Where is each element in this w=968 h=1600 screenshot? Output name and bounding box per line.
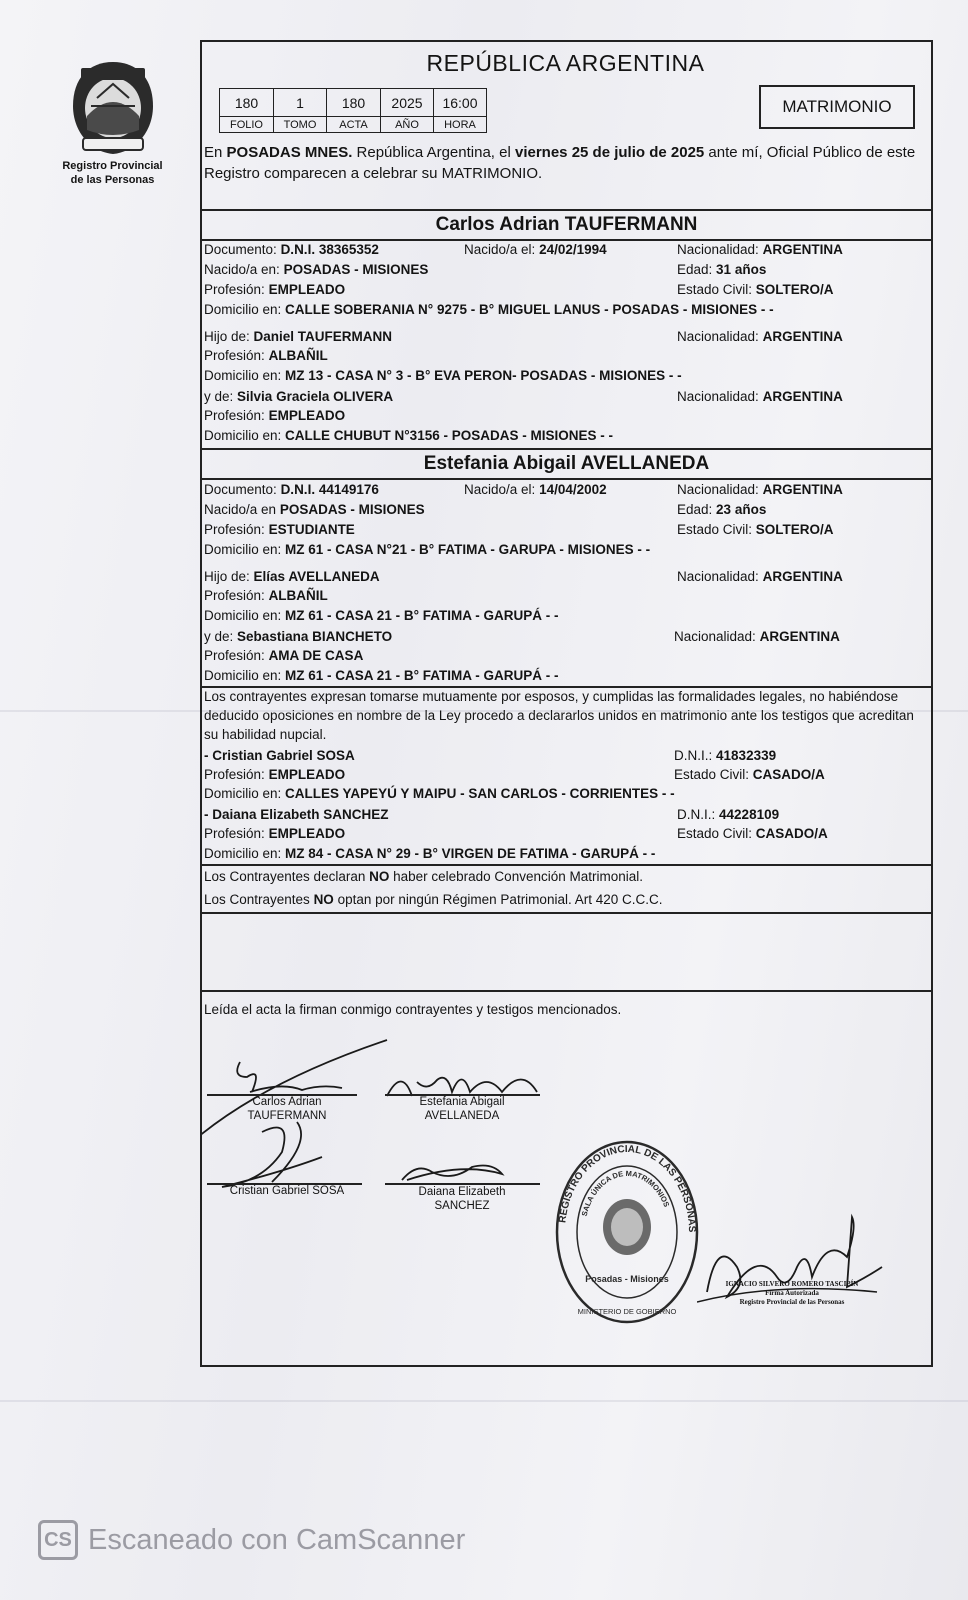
spouse2-father-profession: Profesión: ALBAÑIL xyxy=(204,588,328,603)
witness1-dni: D.N.I.: 41832339 xyxy=(674,748,777,763)
official-name: IGNACIO SILVERO ROMERO TASCIPÍN xyxy=(725,1280,859,1288)
signature-name-4: Daiana Elizabeth SANCHEZ xyxy=(418,1186,506,1212)
witness1-name: - Cristian Gabriel SOSA xyxy=(204,748,355,763)
spouse1-birthplace: Nacido/a en: POSADAS - MISIONES xyxy=(204,262,429,277)
closing-statement: Leída el acta la firman conmigo contrayentes y testigos mencionados. xyxy=(204,1002,622,1017)
registry-logo xyxy=(55,58,170,186)
spouse2-mother-profession: Profesión: AMA DE CASA xyxy=(204,648,364,663)
signature-name-3: Cristian Gabriel SOSA xyxy=(229,1185,345,1197)
spouse2-nationality: Nacionalidad: ARGENTINA xyxy=(677,482,843,497)
witness2-civil-status: Estado Civil: CASADO/A xyxy=(677,826,828,841)
intro-date: viernes 25 de julio de 2025 xyxy=(514,144,705,161)
official-office: Registro Provincial de las Personas xyxy=(739,1298,845,1306)
signature-name-2: Estefania Abigail AVELLANEDA xyxy=(419,1096,505,1122)
witness2-address: Domicilio en: MZ 84 - CASA N° 29 - B° VIRGEN DE FATIMA - GARUPÁ - - xyxy=(204,846,656,861)
logo-caption-1: Registro Provincial xyxy=(62,160,163,172)
witness1-address: Domicilio en: CALLES YAPEYÚ Y MAIPU - SAN CARLOS - CORRIENTES - - xyxy=(204,786,675,801)
camscanner-icon: CS xyxy=(38,1520,78,1560)
spouse2-mother-nationality: Nacionalidad: ARGENTINA xyxy=(674,629,840,644)
spouse1-father: Hijo de: Daniel TAUFERMANN xyxy=(204,329,393,344)
spouse1-profession: Profesión: EMPLEADO xyxy=(204,282,346,297)
spouse2-father: Hijo de: Elías AVELLANEDA xyxy=(204,569,380,584)
tomo-value: 1 xyxy=(274,89,327,117)
spouse2-mother: y de: Sebastiana BIANCHETO xyxy=(204,629,393,644)
witness2-profession: Profesión: EMPLEADO xyxy=(204,826,346,841)
witness1-profession: Profesión: EMPLEADO xyxy=(204,767,346,782)
hour-label: HORA xyxy=(434,117,487,133)
scanner-watermark xyxy=(38,1520,465,1560)
spouse2-name: Estefania Abigail AVELLANEDA xyxy=(423,453,710,474)
divider xyxy=(202,912,931,914)
official-role: Firma Autorizada xyxy=(765,1289,819,1297)
spouse1-mother-address: Domicilio en: CALLE CHUBUT N°3156 - POSADAS - MISIONES - - xyxy=(204,428,613,443)
declaration-text: Los contrayentes expresan tomarse mutuamente por esposos, y cumplidas las formalidades legales, no habiéndose deducido oposiciones en nombre de la Ley procedo a declararlos unidos en matrimonio ante los testigos que acreditan su habilidad nupcial. xyxy=(204,689,914,742)
intro-paragraph: En POSADAS MNES. República Argentina, el viernes 25 de julio de 2025 ante mí, Oficial Público de este Registro comparecen a celebrar su MATRIMONIO. xyxy=(204,144,916,182)
document-title: REPÚBLICA ARGENTINA xyxy=(426,50,705,76)
spouse2-document: Documento: D.N.I. 44149176 xyxy=(204,482,379,497)
witness2-name: - Daiana Elizabeth SANCHEZ xyxy=(204,807,389,822)
logo-caption-2: de las Personas xyxy=(70,174,155,186)
spouse2-mother-address: Domicilio en: MZ 61 - CASA 21 - B° FATIMA - GARUPÁ - - xyxy=(204,668,559,683)
spouse1-mother: y de: Silvia Graciela OLIVERA xyxy=(204,389,394,404)
acta-value: 180 xyxy=(327,89,381,117)
spouse1-name: Carlos Adrian TAUFERMANN xyxy=(435,214,698,235)
svg-text:MINISTERIO DE GOBIERNO: MINISTERIO DE GOBIERNO xyxy=(577,1307,677,1316)
spouse1-nationality: Nacionalidad: ARGENTINA xyxy=(677,242,843,257)
divider xyxy=(202,448,931,450)
spouse1-father-profession: Profesión: ALBAÑIL xyxy=(204,348,328,363)
registry-table xyxy=(219,88,487,133)
divider xyxy=(202,990,931,992)
spouse2-profession: Profesión: ESTUDIANTE xyxy=(204,522,355,537)
signature-sanchez xyxy=(402,1166,502,1180)
acta-label: ACTA xyxy=(327,117,381,133)
folio-value: 180 xyxy=(220,89,274,117)
divider xyxy=(202,239,931,241)
spouse1-document: Documento: D.N.I. 38365352 xyxy=(204,242,379,257)
svg-text:SALA ÚNICA DE MATRIMONIOS: SALA ÚNICA DE MATRIMONIOS xyxy=(579,1168,672,1218)
spouse1-father-nationality: Nacionalidad: ARGENTINA xyxy=(677,329,843,344)
divider xyxy=(202,864,931,866)
signature-taufermann xyxy=(202,1040,387,1142)
divider xyxy=(202,209,931,211)
scanner-text: Escaneado con CamScanner xyxy=(88,1523,466,1556)
spouse2-birthplace: Nacido/a en POSADAS - MISIONES xyxy=(204,502,425,517)
marriage-certificate xyxy=(200,40,933,1367)
divider xyxy=(202,478,931,480)
convention-statement: Los Contrayentes declaran NO haber celebrado Convención Matrimonial. xyxy=(204,869,643,884)
intro-place: POSADAS MNES. xyxy=(226,144,353,161)
tomo-label: TOMO xyxy=(274,117,327,133)
spouse1-civil-status: Estado Civil: SOLTERO/A xyxy=(677,282,834,297)
spouse2-father-address: Domicilio en: MZ 61 - CASA 21 - B° FATIMA - GARUPÁ - - xyxy=(204,608,559,623)
folio-label: FOLIO xyxy=(220,117,274,133)
hour-value: 16:00 xyxy=(434,89,487,117)
regime-statement: Los Contrayentes NO optan por ningún Régimen Patrimonial. Art 420 C.C.C. xyxy=(204,892,663,907)
spouse1-mother-profession: Profesión: EMPLEADO xyxy=(204,408,346,423)
official-stamp-icon xyxy=(552,1132,702,1332)
act-type-box: MATRIMONIO xyxy=(759,85,915,129)
svg-text:Posadas - Misiones: Posadas - Misiones xyxy=(585,1274,669,1284)
spouse2-father-nationality: Nacionalidad: ARGENTINA xyxy=(677,569,843,584)
spouse2-civil-status: Estado Civil: SOLTERO/A xyxy=(677,522,834,537)
spouse1-father-address: Domicilio en: MZ 13 - CASA N° 3 - B° EVA PERON- POSADAS - MISIONES - - xyxy=(204,368,682,383)
spouse1-birthdate: Nacido/a el: 24/02/1994 xyxy=(464,242,607,257)
svg-text:REGISTRO PROVINCIAL DE LAS PER: REGISTRO PROVINCIAL DE LAS PERSONAS xyxy=(557,1143,698,1233)
spouse2-birthdate: Nacido/a el: 14/04/2002 xyxy=(464,482,607,497)
official-signature-block xyxy=(712,1280,872,1307)
witness2-dni: D.N.I.: 44228109 xyxy=(677,807,780,822)
spouse1-address: Domicilio en: CALLE SOBERANIA N° 9275 - B° MIGUEL LANUS - POSADAS - MISIONES - - xyxy=(204,302,774,317)
spouse2-age: Edad: 23 años xyxy=(677,502,767,517)
signature-sosa xyxy=(222,1122,322,1187)
province-emblem-icon xyxy=(67,58,159,158)
spouse1-age: Edad: 31 años xyxy=(677,262,767,277)
spouse2-address: Domicilio en: MZ 61 - CASA N°21 - B° FATIMA - GARUPA - MISIONES - - xyxy=(204,542,651,557)
spouse1-mother-nationality: Nacionalidad: ARGENTINA xyxy=(677,389,843,404)
fold-crease xyxy=(0,1400,968,1402)
year-label: AÑO xyxy=(381,117,434,133)
year-value: 2025 xyxy=(381,89,434,117)
signature-name-1: Carlos Adrian TAUFERMANN xyxy=(247,1096,327,1122)
witness1-civil-status: Estado Civil: CASADO/A xyxy=(674,767,825,782)
